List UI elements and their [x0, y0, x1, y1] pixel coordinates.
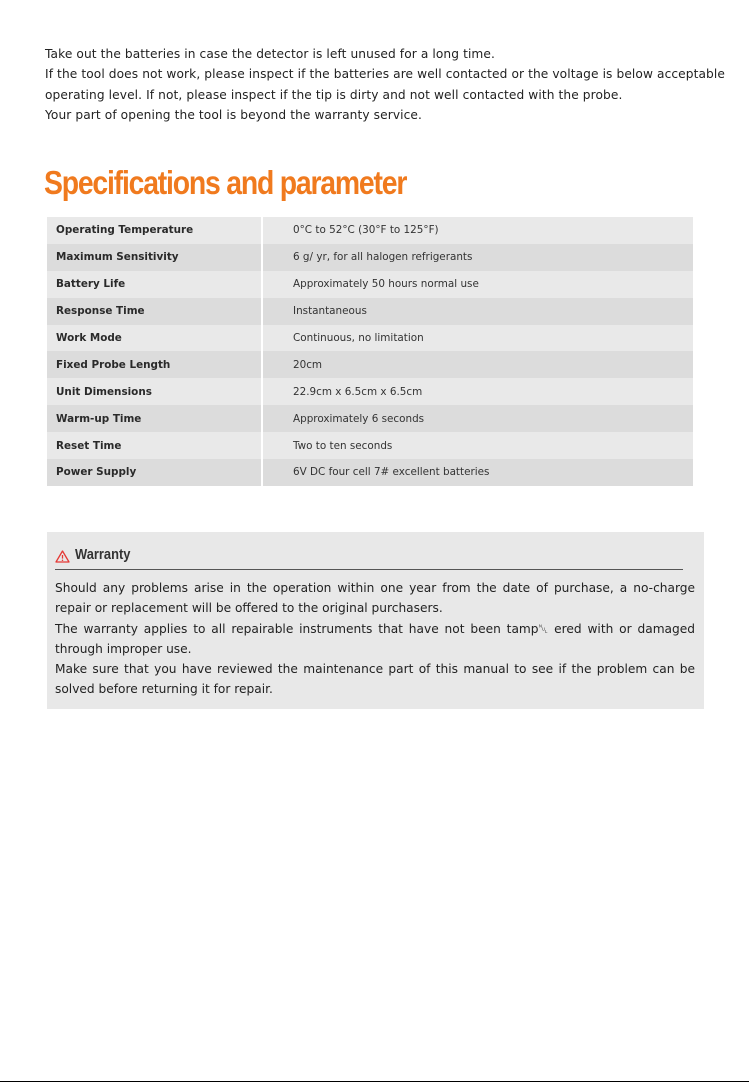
specifications-table — [47, 217, 693, 486]
spec-value: Continuous, no limitation — [262, 325, 693, 352]
spec-value: Approximately 6 seconds — [262, 405, 693, 432]
warranty-panel — [47, 532, 704, 709]
spec-label: Reset Time — [47, 432, 262, 459]
spec-label: Warm-up Time — [47, 405, 262, 432]
table-row — [47, 325, 693, 352]
intro-text — [45, 44, 725, 125]
spec-value: 0°C to 52°C (30°F to 125°F) — [262, 217, 693, 244]
spec-label: Response Time — [47, 298, 262, 325]
intro-line: Your part of opening the tool is beyond the warranty service. — [45, 107, 422, 122]
intro-line: Take out the batteries in case the detector is left unused for a long time. — [45, 47, 495, 61]
warranty-title: Warranty — [75, 546, 131, 563]
spec-label: Fixed Probe Length — [47, 351, 262, 378]
spec-value: 6V DC four cell 7# excellent batteries — [262, 459, 693, 486]
intro-line: operating level. If not, please inspect if the tip is dirty and not well contacted with the probe. — [45, 87, 623, 102]
spec-label: Work Mode — [47, 325, 262, 352]
table-row — [47, 378, 693, 405]
spec-value: 20cm — [262, 351, 693, 378]
table-row — [47, 217, 693, 244]
spec-label: Unit Dimensions — [47, 378, 262, 405]
spec-value: Instantaneous — [262, 298, 693, 325]
page-bottom-rule — [0, 1081, 749, 1082]
spec-label: Power Supply — [47, 459, 262, 486]
spec-label: Battery Life — [47, 271, 262, 298]
table-row — [47, 298, 693, 325]
intro-line: If the tool does not work, please inspect if the batteries are well contacted or the voltage is below acceptable — [45, 67, 725, 82]
table-row — [47, 351, 693, 378]
spec-value: Approximately 50 hours normal use — [262, 271, 693, 298]
spec-value: 6 g/ yr, for all halogen refrigerants — [262, 244, 693, 271]
spec-value: Two to ten seconds — [262, 432, 693, 459]
spec-value: 22.9cm x 6.5cm x 6.5cm — [262, 378, 693, 405]
table-row — [47, 271, 693, 298]
table-row — [47, 432, 693, 459]
spec-label: Maximum Sensitivity — [47, 244, 262, 271]
warranty-header — [55, 544, 683, 570]
table-row — [47, 459, 693, 486]
warranty-paragraph: Should any problems arise in the operation within one year from the date of purchase, a no-charge repair or replacement will be offered to the original purchasers. — [55, 581, 695, 616]
warning-icon — [55, 548, 70, 567]
warranty-paragraph: Make sure that you have reviewed the maintenance part of this manual to see if the problem can be solved before returning it for repair. — [55, 662, 695, 697]
specifications-heading: Specifications and parameter — [44, 164, 407, 201]
spec-label: Operating Temperature — [47, 217, 262, 244]
warranty-text — [55, 578, 695, 700]
warranty-paragraph: The warranty applies to all repairable instruments that have not been tamp␀ ered with or damaged through improper use. — [55, 621, 695, 656]
table-row — [47, 405, 693, 432]
table-row — [47, 244, 693, 271]
